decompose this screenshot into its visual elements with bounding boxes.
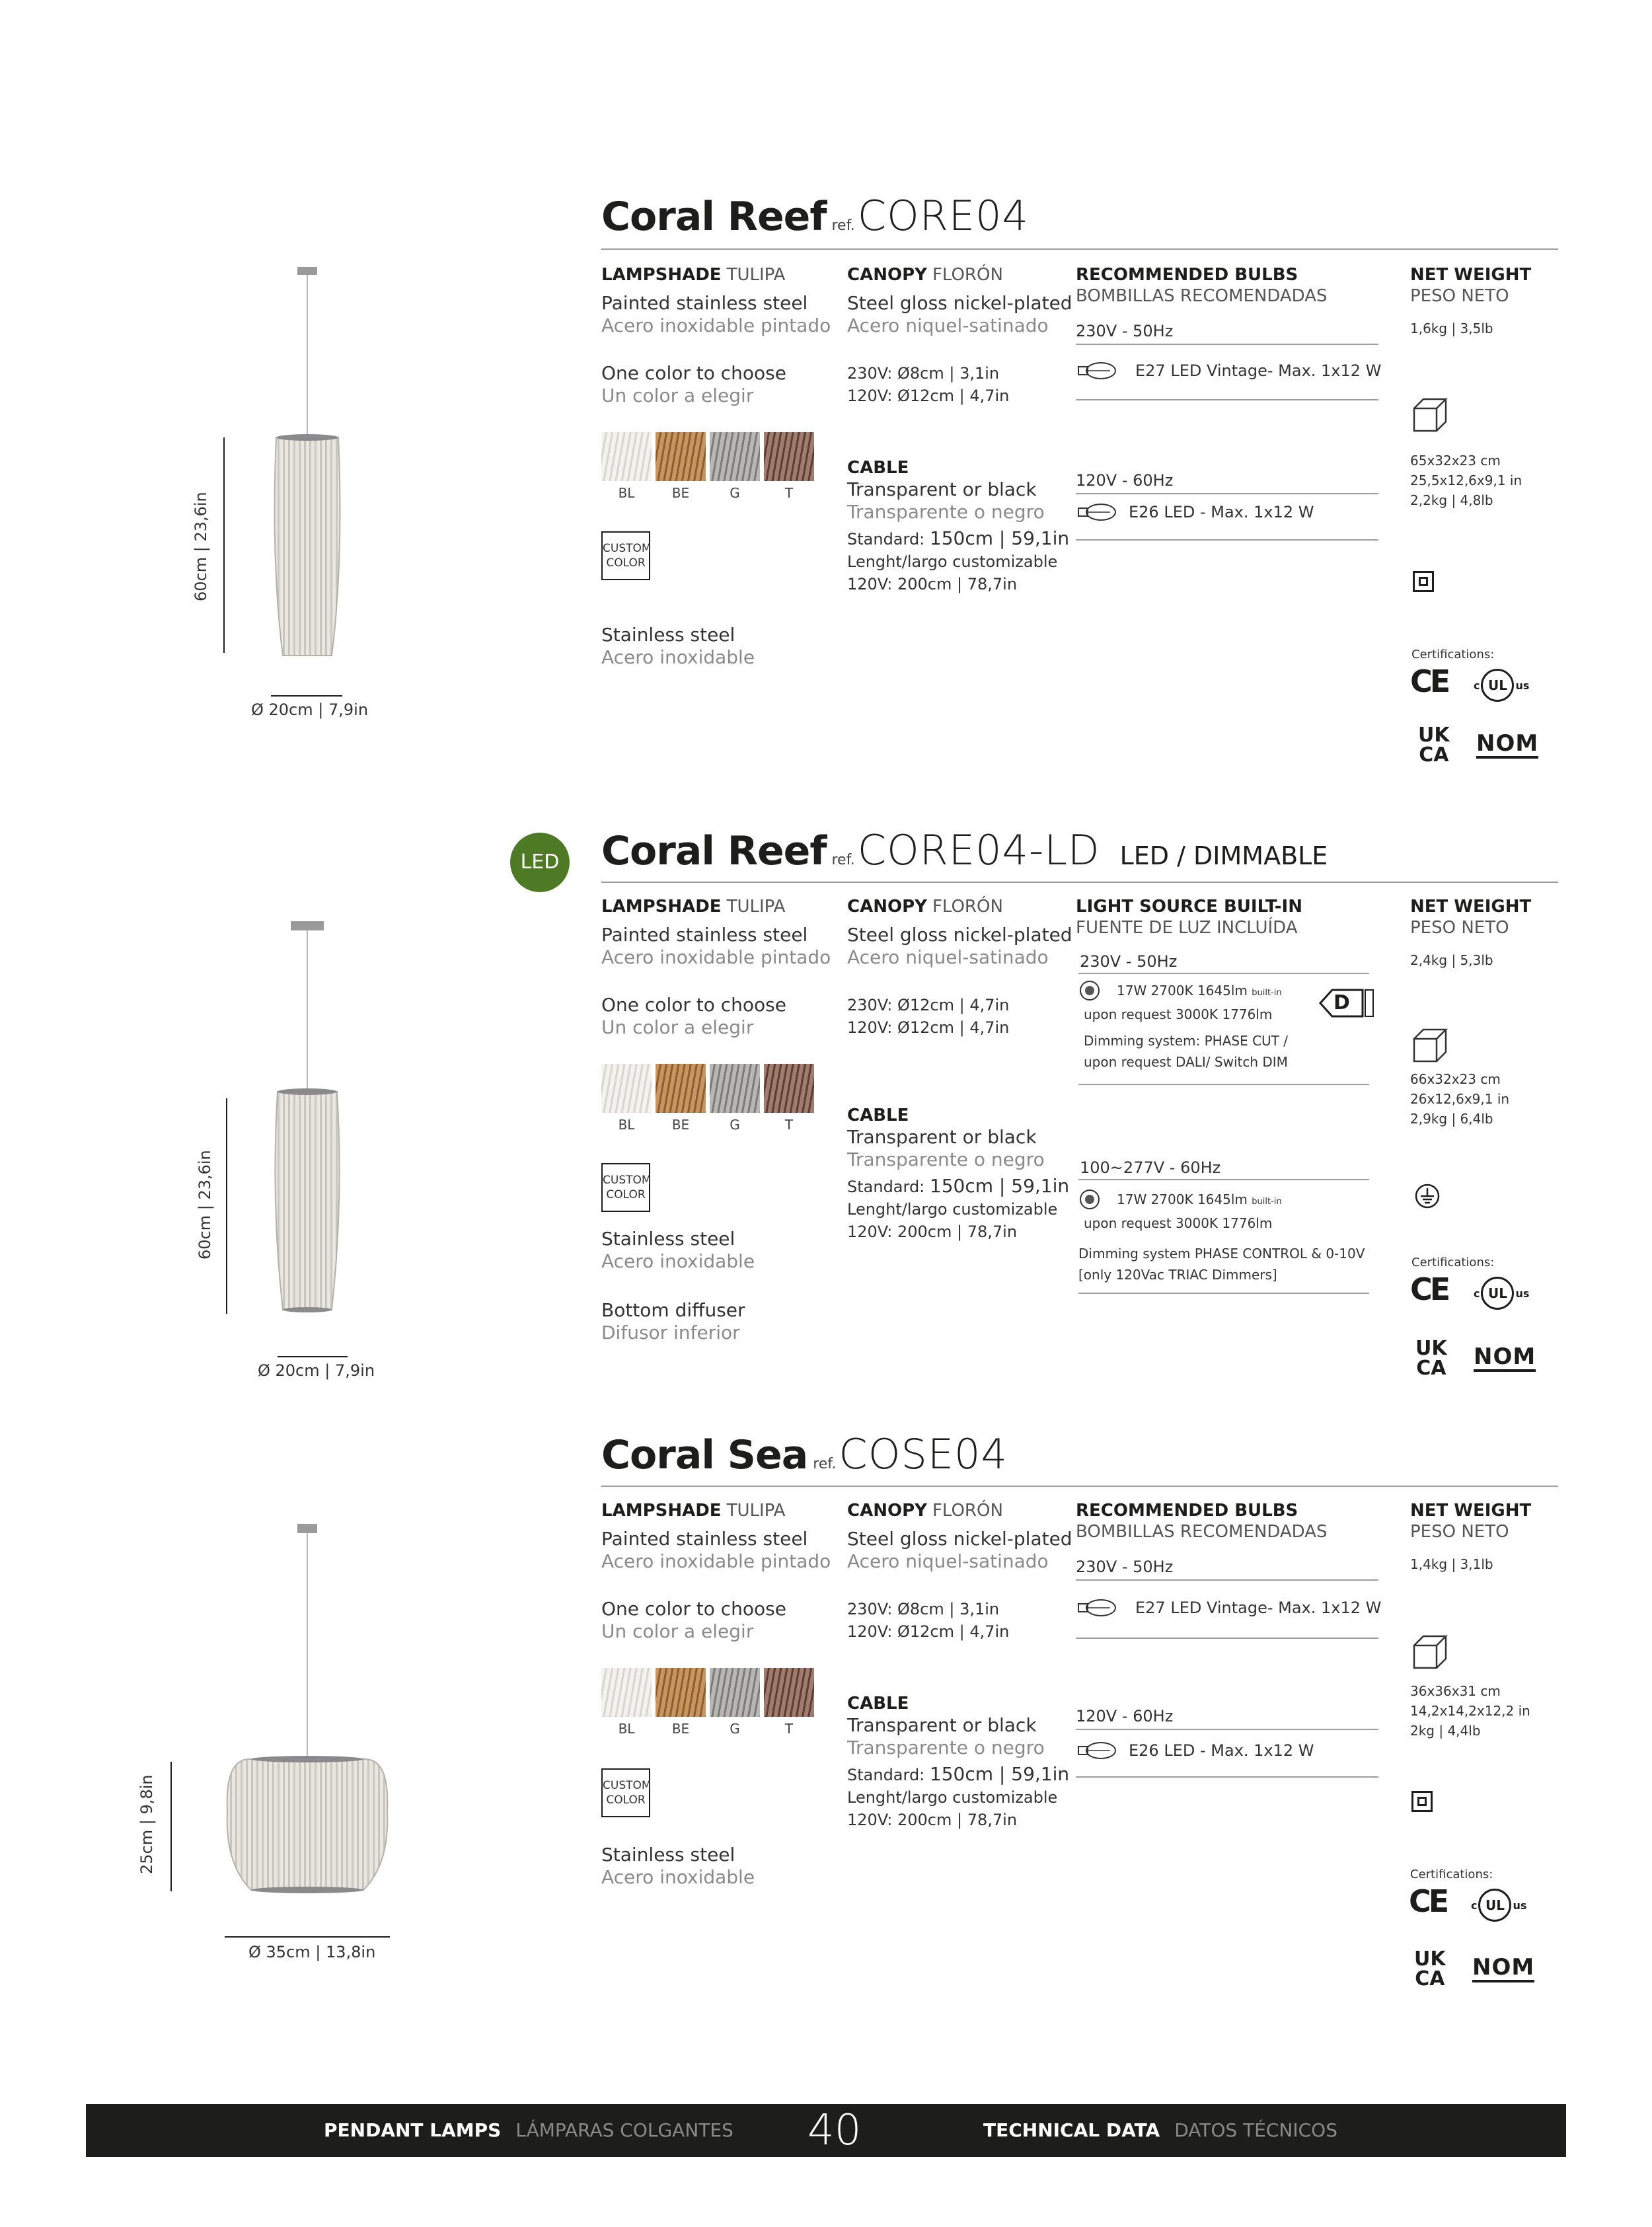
voltage-230: 230V - 50Hz (1080, 952, 1178, 971)
height-line (170, 1762, 172, 1891)
nom-icon: NOM (1476, 731, 1538, 759)
class-ii-icon (1411, 1791, 1433, 1812)
led-dimmable-label: LED / DIMMABLE (1119, 841, 1328, 870)
cable-section: CABLE Transparent or black Transparente o negro Standard: 150cm | 59,1in Lenght/largo customizable 120V: 200cm | 78,7in (847, 458, 1070, 593)
box-dimensions: 65x32x23 cm 25,5x12,6x9,1 in 2,2kg | 4,8lb (1410, 453, 1522, 508)
dimming-230-line1: Dimming system: PHASE CUT / (1084, 1033, 1288, 1049)
led-spec-230: 17W 2700K 1645lm built-in (1117, 983, 1282, 999)
product-code: COSE04 (839, 1430, 1008, 1478)
title-rule (601, 248, 1558, 250)
canopy-section: CANOPY FLORÓN Steel gloss nickel-plated Acero niquel-satinado 230V: Ø12cm | 4,7in 120V: Ø12cm | 4,7in (847, 897, 1072, 1037)
lamp-image (198, 1520, 416, 1903)
product-name: Coral Reef (601, 828, 827, 874)
swatch-be[interactable] (656, 432, 706, 481)
lamp-image (198, 264, 416, 727)
ukca-icon: UK CA (1415, 1337, 1447, 1380)
page-footer (86, 2104, 1566, 2157)
title-rule (601, 882, 1558, 883)
bulb-e26: E26 LED - Max. 1x12 W (1129, 503, 1314, 521)
upon-request-230: upon request 3000K 1776lm (1084, 1006, 1273, 1022)
nom-icon: NOM (1474, 1344, 1536, 1372)
voltage-230: 230V - 50Hz (1076, 322, 1174, 340)
bulbs-section: RECOMMENDED BULBS BOMBILLAS RECOMENDADAS (1076, 1501, 1328, 1542)
ce-icon: CE (1409, 1883, 1447, 1919)
box-dimensions: 36x36x31 cm 14,2x14,2x12,2 in 2kg | 4,4lb (1410, 1683, 1530, 1739)
weight-section: NET WEIGHT PESO NETO 2,4kg | 5,3lb (1410, 897, 1532, 968)
diameter-line (225, 1936, 390, 1938)
custom-color-box[interactable]: CUSTOM COLOR (601, 1768, 650, 1817)
product-title (601, 1430, 1008, 1478)
swatch-bl[interactable] (601, 1668, 652, 1717)
ref-label: ref. (831, 217, 855, 234)
dimming-120-line1: Dimming system PHASE CONTROL & 0-10V (1078, 1246, 1365, 1262)
height-dimension: 25cm | 9,8in (137, 1774, 156, 1874)
ukca-icon: UK CA (1414, 1947, 1446, 1990)
box-icon (1410, 1024, 1450, 1067)
bulb-e27: E27 LED Vintage- Max. 1x12 W (1135, 361, 1382, 380)
weight-section: NET WEIGHT PESO NETO 1,6kg | 3,5lb (1410, 265, 1532, 336)
certifications-label: Certifications: (1411, 1256, 1495, 1269)
ref-label: ref. (813, 1456, 837, 1472)
swatch-bl[interactable] (601, 1064, 652, 1113)
ul-icon: c UL us (1474, 1277, 1529, 1310)
led-chip-icon (1080, 981, 1100, 1000)
lampshade-section: LAMPSHADE TULIPA Painted stainless steel Acero inoxidable pintado One color to choose Un color a elegir (601, 1501, 831, 1642)
footer-section-left: PENDANT LAMPS LÁMPARAS COLGANTES (324, 2119, 733, 2141)
lampshade-section: LAMPSHADE TULIPA Painted stainless steel Acero inoxidable pintado One color to choose Un color a elegir (601, 265, 831, 406)
led-spec-120: 17W 2700K 1645lm built-in (1117, 1191, 1282, 1207)
height-line (226, 1098, 227, 1314)
bulb-e26: E26 LED - Max. 1x12 W (1129, 1741, 1314, 1760)
voltage-120: 120V - 60Hz (1076, 1707, 1174, 1725)
upon-request-120: upon request 3000K 1776lm (1084, 1215, 1273, 1231)
swatch-t[interactable] (764, 1064, 814, 1113)
light-source-section: LIGHT SOURCE BUILT-IN FUENTE DE LUZ INCLUÍDA (1076, 897, 1302, 938)
swatch-be[interactable] (656, 1668, 706, 1717)
swatch-be[interactable] (656, 1064, 706, 1113)
height-line (223, 437, 225, 653)
ukca-icon: UK CA (1418, 724, 1450, 767)
footer-section-right: TECHNICAL DATA DATOS TÉCNICOS (983, 2119, 1337, 2141)
nom-icon: NOM (1472, 1955, 1534, 1982)
voltage-230: 230V - 50Hz (1076, 1558, 1174, 1576)
diameter-dimension: Ø 20cm | 7,9in (258, 1361, 375, 1380)
diameter-dimension: Ø 35cm | 13,8in (248, 1943, 376, 1961)
diffuser-text: Bottom diffuser Difusor inferior (601, 1299, 745, 1343)
class-ii-icon (1413, 571, 1434, 592)
lamp-image (198, 919, 416, 1328)
ul-icon: c UL us (1474, 669, 1529, 702)
ce-icon: CE (1410, 1271, 1448, 1307)
box-dimensions: 66x32x23 cm 26x12,6x9,1 in 2,9kg | 6,4lb (1410, 1071, 1510, 1127)
cable-section: CABLE Transparent or black Transparente o negro Standard: 150cm | 59,1in Lenght/largo customizable 120V: 200cm | 78,7in (847, 1694, 1070, 1829)
dimming-120-line2: [only 120Vac TRIAC Dimmers] (1078, 1267, 1277, 1283)
bulbs-section: RECOMMENDED BULBS BOMBILLAS RECOMENDADAS (1076, 265, 1328, 306)
swatch-g[interactable] (710, 1668, 760, 1717)
energy-class-label: D (1316, 987, 1376, 1019)
canopy-section: CANOPY FLORÓN Steel gloss nickel-plated Acero niquel-satinado 230V: Ø8cm | 3,1in 120V: Ø12cm | 4,7in (847, 265, 1072, 405)
material-text: Stainless steel Acero inoxidable (601, 1228, 755, 1272)
canopy-section: CANOPY FLORÓN Steel gloss nickel-plated Acero niquel-satinado 230V: Ø8cm | 3,1in 120V: Ø12cm | 4,7in (847, 1501, 1072, 1641)
product-title (601, 826, 1328, 874)
bulb-icon (1076, 1741, 1117, 1763)
certifications-label: Certifications: (1410, 1868, 1493, 1881)
swatch-g[interactable] (710, 432, 760, 481)
product-name: Coral Sea (601, 1432, 808, 1478)
product-code: CORE04 (857, 192, 1029, 240)
page-number: 40 (807, 2106, 862, 2155)
diameter-dimension: Ø 20cm | 7,9in (251, 700, 369, 719)
box-icon (1410, 394, 1450, 436)
led-chip-icon (1080, 1189, 1100, 1209)
box-icon (1410, 1631, 1450, 1673)
product-title (601, 192, 1029, 240)
height-dimension: 60cm | 23,6in (192, 492, 210, 601)
led-badge: LED (510, 833, 570, 892)
ul-icon: c UL us (1471, 1889, 1526, 1922)
bulb-icon (1076, 361, 1117, 383)
voltage-100-277: 100~277V - 60Hz (1080, 1158, 1221, 1177)
swatch-bl[interactable] (601, 432, 652, 481)
swatch-t[interactable] (764, 432, 814, 481)
cable-section: CABLE Transparent or black Transparente o negro Standard: 150cm | 59,1in Lenght/largo customizable 120V: 200cm | 78,7in (847, 1106, 1070, 1241)
voltage-120: 120V - 60Hz (1076, 471, 1174, 490)
bulb-icon (1076, 1598, 1117, 1620)
color-swatches: BL BE G T (601, 432, 814, 501)
title-rule (601, 1486, 1558, 1487)
ce-icon: CE (1410, 663, 1448, 699)
diameter-line (271, 695, 342, 697)
ground-icon (1414, 1183, 1441, 1212)
height-dimension: 60cm | 23,6in (196, 1150, 214, 1260)
custom-color-box[interactable]: CUSTOM COLOR (601, 1163, 650, 1212)
material-text: Stainless steel Acero inoxidable (601, 624, 755, 668)
weight-section: NET WEIGHT PESO NETO 1,4kg | 3,1lb (1410, 1501, 1532, 1572)
product-name: Coral Reef (601, 194, 827, 240)
bulb-icon (1076, 502, 1117, 525)
bulb-e27: E27 LED Vintage- Max. 1x12 W (1135, 1599, 1382, 1617)
swatch-t[interactable] (764, 1668, 814, 1717)
lampshade-section: LAMPSHADE TULIPA Painted stainless steel Acero inoxidable pintado One color to choose Un color a elegir (601, 897, 831, 1038)
custom-color-box[interactable]: CUSTOM COLOR (601, 531, 650, 580)
product-code: CORE04-LD (857, 826, 1100, 874)
color-swatches: BL BE G T (601, 1668, 814, 1737)
material-text: Stainless steel Acero inoxidable (601, 1844, 755, 1888)
swatch-g[interactable] (710, 1064, 760, 1113)
ref-label: ref. (831, 852, 855, 868)
color-swatches: BL BE G T (601, 1064, 814, 1133)
diameter-line (278, 1356, 348, 1357)
certifications-label: Certifications: (1411, 648, 1495, 661)
dimming-230-line2: upon request DALI/ Switch DIM (1084, 1054, 1288, 1070)
